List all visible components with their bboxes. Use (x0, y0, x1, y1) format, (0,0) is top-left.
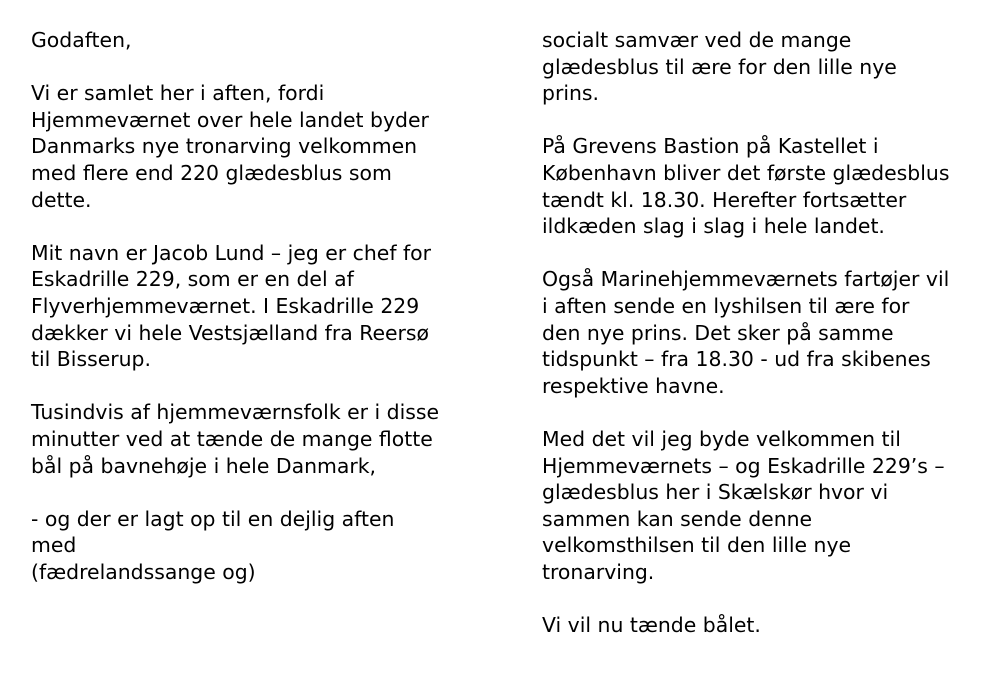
text-line: Hjemmeværnets – og Eskadrille 229’s – (542, 453, 945, 478)
text-line: Med det vil jeg byde velkommen til (542, 426, 901, 451)
text-line: velkomsthilsen til den lille nye (542, 533, 852, 558)
text-line: med flere end 220 glædesblus som (31, 160, 392, 185)
text-line: På Grevens Bastion på Kastellet i (542, 134, 879, 159)
paragraph-kastellet (542, 133, 949, 239)
paragraph-gap (31, 213, 439, 240)
paragraph-gap (31, 54, 439, 81)
text-line: dækker vi hele Vestsjælland fra Reersø (31, 320, 430, 345)
text-line: respektive havne. (542, 373, 725, 398)
text-line: minutter ved at tænde de mange flotte (31, 426, 433, 451)
paragraph-gap (542, 399, 949, 426)
text-line: Vi er samlet her i aften, fordi (31, 81, 325, 106)
text-line: glædesblus til ære for den lille nye (542, 54, 897, 79)
text-line: (fædrelandssange og) (31, 559, 256, 584)
paragraph-continuation (542, 27, 949, 107)
paragraph-welcome (542, 426, 949, 586)
text-line: Mit navn er Jacob Lund – jeg er chef for (31, 240, 432, 265)
text-line: Hjemmeværnet over hele landet byder (31, 107, 429, 132)
text-line: den nye prins. Det sker på samme (542, 320, 894, 345)
text-line: til Bisserup. (31, 347, 151, 372)
text-line: Eskadrille 229, som er en del af (31, 267, 354, 292)
speech-left-column (31, 27, 439, 585)
text-line: Flyverhjemmeværnet. I Eskadrille 229 (31, 293, 420, 318)
paragraph-gap (31, 479, 439, 506)
paragraph-naval-home-guard (542, 266, 949, 399)
text-line: Danmarks nye tronarving velkommen (31, 134, 418, 159)
text-line: Vi vil nu tænde bålet. (542, 613, 761, 638)
paragraph-gap (542, 107, 949, 134)
paragraph-gap (542, 585, 949, 612)
text-line: bål på bavnehøje i hele Danmark, (31, 453, 377, 478)
paragraph-gap (542, 240, 949, 267)
text-line: Også Marinehjemmeværnets fartøjer vil (542, 267, 950, 292)
text-line: - og der er lagt op til en dejlig aften (31, 506, 395, 531)
text-line: i aften sende en lyshilsen til ære for (542, 293, 910, 318)
text-line: tidspunkt – fra 18.30 - ud fra skibenes (542, 347, 931, 372)
text-line: København bliver det første glædesblus (542, 160, 950, 185)
text-line: sammen kan sende denne (542, 506, 813, 531)
text-line: med (31, 533, 77, 558)
paragraph-intro (31, 80, 439, 213)
paragraph-evening (31, 506, 439, 586)
text-line: socialt samvær ved de mange (542, 28, 852, 52)
text-line: tændt kl. 18.30. Herefter fortsætter (542, 187, 907, 212)
text-line: tronarving. (542, 559, 655, 584)
speech-right-column (542, 27, 949, 639)
text-line: ildkæden slag i slag i hele landet. (542, 214, 885, 239)
paragraph-bonfires (31, 399, 439, 479)
text-line: prins. (542, 81, 600, 106)
text-line: dette. (31, 187, 92, 212)
text-line: glædesblus her i Skælskør hvor vi (542, 480, 889, 505)
paragraph-speaker-intro (31, 240, 439, 373)
paragraph-gap (31, 373, 439, 400)
text-line: Tusindvis af hjemmeværnsfolk er i disse (31, 400, 440, 425)
paragraph-closing (542, 612, 949, 639)
greeting-line: Godaften, (31, 28, 132, 52)
